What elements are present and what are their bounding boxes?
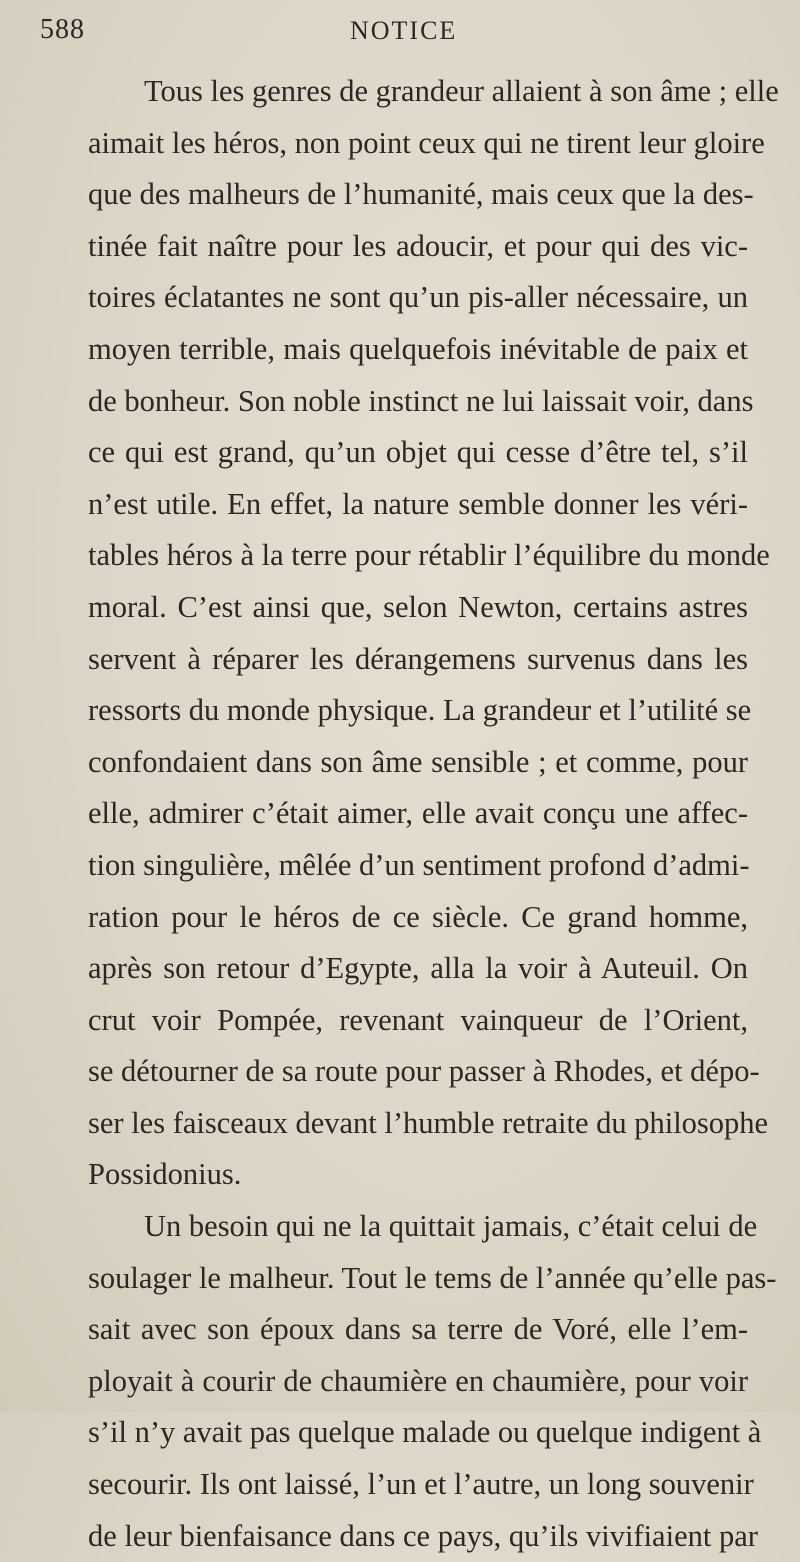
paragraph [88, 66, 779, 1201]
text-line: tables héros à la terre pour rétablir l’équilibre du monde [88, 538, 770, 573]
running-head: NOTICE [350, 16, 458, 45]
body-text [88, 66, 779, 1562]
text-line: ser les faisceaux devant l’humble retraite du philosophe [88, 1105, 769, 1140]
text-line: ce qui est grand, qu’un objet qui cesse d’être tel, s’il [88, 435, 748, 470]
text-line: n’est utile. En effet, la nature semble donner les véri- [88, 486, 748, 521]
text-line: aimait les héros, non point ceux qui ne tirent leur gloire [88, 125, 765, 160]
text-line: sait avec son époux dans sa terre de Voré, elle l’em- [88, 1312, 748, 1347]
text-line: Tous les genres de grandeur allaient à son âme ; elle [144, 74, 779, 108]
text-line: servent à réparer les dérangemens survenus dans les [88, 641, 748, 676]
text-line: confondaient dans son âme sensible ; et comme, pour [88, 744, 748, 779]
text-line: après son retour d’Egypte, alla la voir à Auteuil. On [88, 951, 748, 986]
text-line: soulager le malheur. Tout le tems de l’année qu’elle pas- [88, 1260, 777, 1295]
text-line: que des malheurs de l’humanité, mais ceux que la des- [88, 177, 754, 212]
text-line: Possidonius. [88, 1157, 242, 1192]
text-line: ressorts du monde physique. La grandeur et l’utilité se [88, 693, 752, 728]
text-line: secourir. Ils ont laissé, l’un et l’autre, un long souvenir [88, 1467, 754, 1502]
text-line: crut voir Pompée, revenant vainqueur de l’Orient, [88, 1002, 748, 1037]
text-line: elle, admirer c’était aimer, elle avait conçu une affec- [88, 796, 748, 831]
text-line: Un besoin qui ne la quittait jamais, c’était celui de [144, 1209, 758, 1244]
text-line: tion singulière, mêlée d’un sentiment profond d’admi- [88, 847, 750, 882]
text-line: se détourner de sa route pour passer à Rhodes, et dépo- [88, 1054, 760, 1089]
text-line: moral. C’est ainsi que, selon Newton, certains astres [88, 589, 748, 624]
paragraph [88, 1201, 777, 1562]
text-line: tinée fait naître pour les adoucir, et pour qui des vic- [88, 228, 748, 263]
text-line: moyen terrible, mais quelquefois inévitable de paix et [88, 331, 748, 366]
page-header [40, 14, 760, 54]
text-line: ployait à courir de chaumière en chaumière, pour voir [88, 1363, 748, 1398]
text-line: de bonheur. Son noble instinct ne lui laissait voir, dans [88, 383, 754, 418]
text-line: s’il n’y avait pas quelque malade ou quelque indigent à [88, 1415, 762, 1450]
page-number: 588 [40, 14, 85, 45]
text-line: toires éclatantes ne sont qu’un pis-aller nécessaire, un [88, 280, 748, 315]
text-line: ration pour le héros de ce siècle. Ce grand homme, [88, 899, 748, 934]
text-line: de leur bienfaisance dans ce pays, qu’ils vivifiaient par [88, 1518, 758, 1553]
